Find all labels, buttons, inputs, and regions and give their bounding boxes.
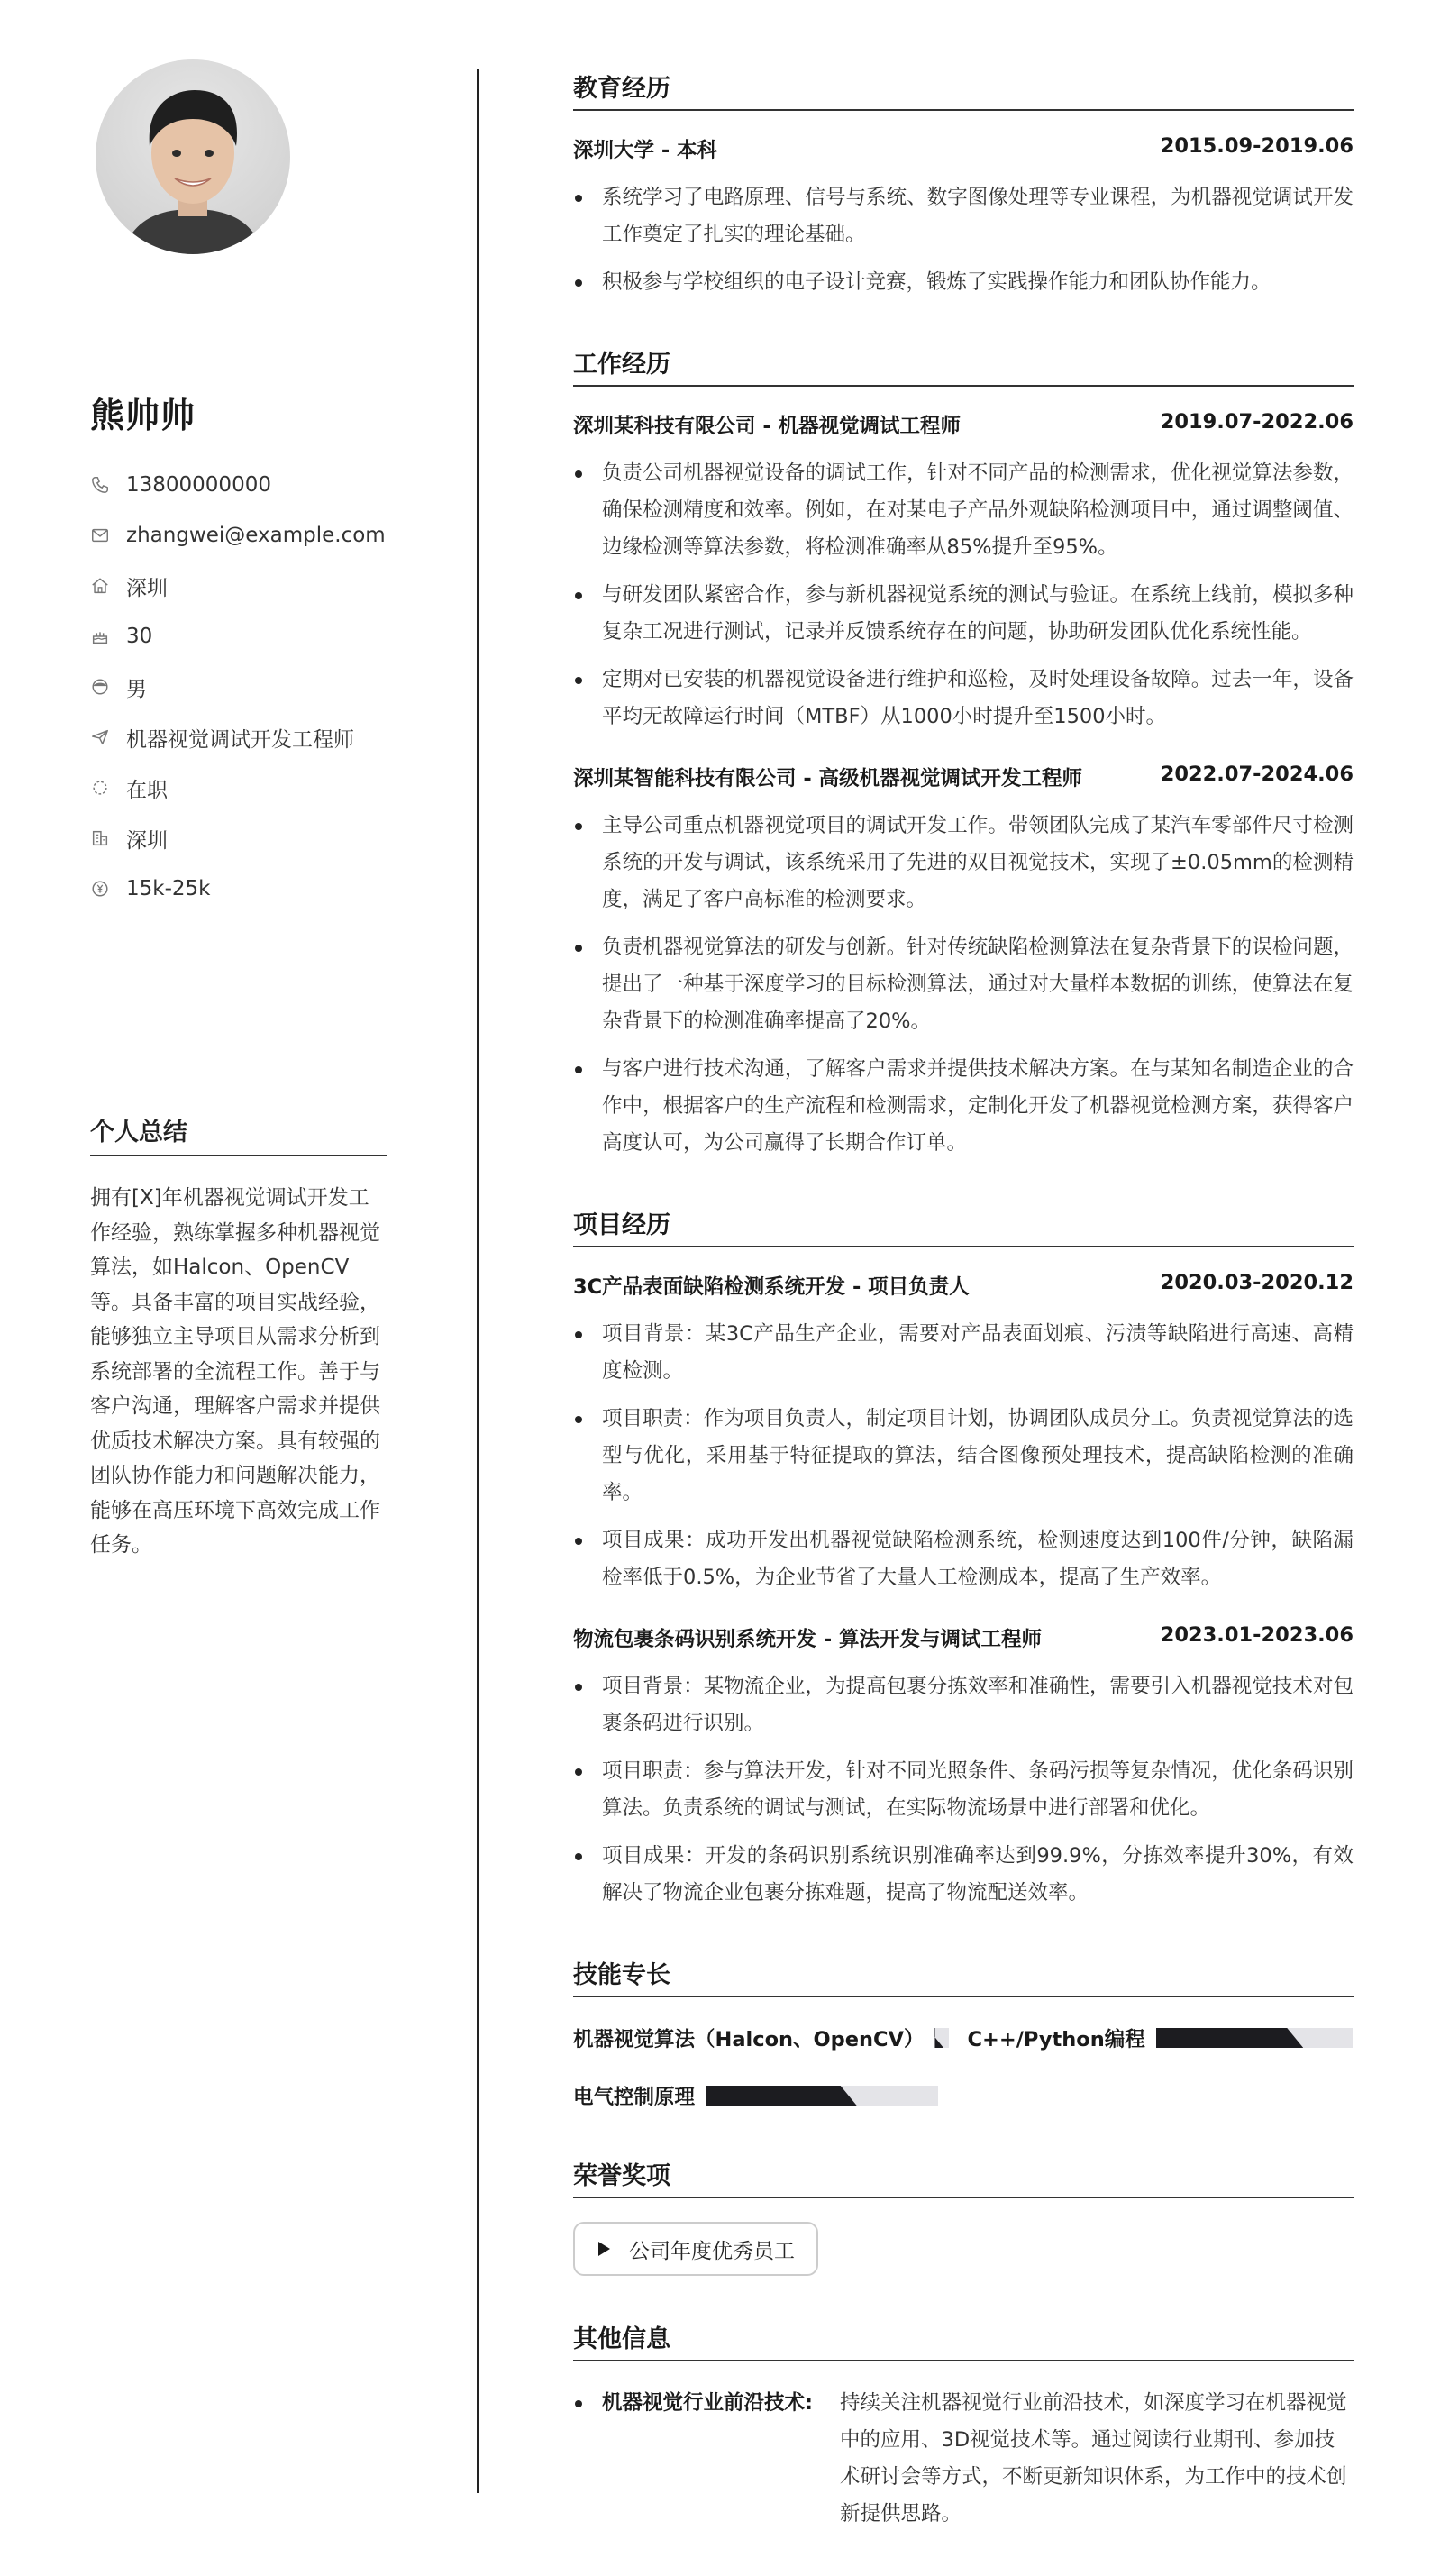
entry-date: 2015.09-2019.06 <box>1160 134 1354 158</box>
skills-title: 技能专长 <box>573 1955 1354 1997</box>
skill-item <box>573 2081 938 2110</box>
skill-bar-fill <box>934 2028 943 2048</box>
education-entry <box>573 134 1354 301</box>
other-label: 机器视觉行业前沿技术: <box>602 2391 813 2415</box>
entry-heading: 深圳某科技有限公司 - 机器视觉调试工程师 <box>573 415 962 438</box>
skill-item <box>967 2023 1352 2052</box>
project-entry <box>573 1271 1354 1596</box>
skill-label: C++/Python编程 <box>967 2028 1145 2051</box>
bullet-item: 项目成果：成功开发出机器视觉缺陷检测系统，检测速度达到100件/分钟，缺陷漏检率低于0.5%，为企业节省了大量人工检测成本，提高了生产效率。 <box>573 1522 1354 1596</box>
skill-label: 机器视觉算法（Halcon、OpenCV） <box>573 2028 925 2051</box>
bullet-item: 系统学习了电路原理、信号与系统、数字图像处理等专业课程，为机器视觉调试开发工作奠定了扎实的理论基础。 <box>573 179 1354 253</box>
contact-info-list <box>90 460 386 914</box>
projects-title: 项目经历 <box>573 1205 1354 1247</box>
entry-header <box>573 1623 1354 1652</box>
bullet-list <box>573 455 1354 735</box>
cake-icon <box>90 626 110 646</box>
info-home <box>90 561 386 611</box>
project-entry <box>573 1623 1354 1912</box>
info-text: 在职 <box>126 778 168 802</box>
entry-header <box>573 763 1354 791</box>
skill-bar-fill <box>706 2086 857 2106</box>
education-section <box>573 69 1354 301</box>
skill-row <box>573 2021 1354 2055</box>
bullet-item: 项目成果：开发的条码识别系统识别准确率达到99.9%，分拣效率提升30%，有效解决了物流企业包裹分拣难题，提高了物流配送效率。 <box>573 1838 1354 1912</box>
skill-row <box>573 2078 1354 2113</box>
info-text: 男 <box>126 677 147 701</box>
work-section <box>573 344 1354 1162</box>
bullet-item: 主导公司重点机器视觉项目的调试开发工作。带领团队完成了某汽车零部件尺寸检测系统的开发与调试，该系统采用了先进的双目视觉技术，实现了±0.05mm的检测精度，满足了客户高标准的检测要求。 <box>573 808 1354 918</box>
avatar-portrait-icon <box>96 59 290 254</box>
info-text: 30 <box>126 625 153 648</box>
work-title: 工作经历 <box>573 344 1354 387</box>
skills-section <box>573 1955 1354 2113</box>
skill-label: 电气控制原理 <box>573 2086 696 2109</box>
entry-heading: 深圳大学 - 本科 <box>573 139 718 162</box>
entry-heading: 深圳某智能科技有限公司 - 高级机器视觉调试开发工程师 <box>573 767 1083 790</box>
bullet-list <box>573 1668 1354 1912</box>
entry-header <box>573 134 1354 163</box>
education-title: 教育经历 <box>573 69 1354 111</box>
work-entry <box>573 410 1354 735</box>
bullet-list <box>573 808 1354 1162</box>
main-content <box>573 69 1354 2576</box>
info-status <box>90 763 386 813</box>
skill-bar <box>934 2028 949 2048</box>
gender-icon <box>90 677 110 697</box>
other-section <box>573 2319 1354 2533</box>
status-icon <box>90 778 110 798</box>
info-phone <box>90 460 386 510</box>
phone-icon <box>90 475 110 495</box>
bullet-item: 积极参与学校组织的电子设计竞赛，锻炼了实践操作能力和团队协作能力。 <box>573 264 1354 301</box>
profile-name: 熊帅帅 <box>90 396 196 435</box>
bullet-item: 负责公司机器视觉设备的调试工作，针对不同产品的检测需求，优化视觉算法参数，确保检测精度和效率。例如，在对某电子产品外观缺陷检测项目中，通过调整阈值、边缘检测等算法参数，将检测准确率从85%提升至95%。 <box>573 455 1354 566</box>
awards-section <box>573 2156 1354 2276</box>
info-text: 13800000000 <box>126 473 271 497</box>
info-text: zhangwei@example.com <box>126 524 386 547</box>
city-icon <box>90 828 110 848</box>
info-text: 深圳 <box>126 828 168 853</box>
entry-date: 2023.01-2023.06 <box>1160 1623 1354 1647</box>
projects-section <box>573 1205 1354 1912</box>
entry-heading: 3C产品表面缺陷检测系统开发 - 项目负责人 <box>573 1275 970 1299</box>
bullet-item: 定期对已安装的机器视觉设备进行维护和巡检，及时处理设备故障。过去一年，设备平均无故障运行时间（MTBF）从1000小时提升至1500小时。 <box>573 662 1354 735</box>
bullet-item: 项目背景：某物流企业，为提高包裹分拣效率和准确性，需要引入机器视觉技术对包裹条码进行识别。 <box>573 1668 1354 1742</box>
other-item <box>573 2385 1354 2533</box>
info-email <box>90 510 386 561</box>
skill-bar <box>1156 2028 1353 2048</box>
info-position <box>90 712 386 763</box>
entry-date: 2020.03-2020.12 <box>1160 1271 1354 1294</box>
entry-header <box>573 410 1354 439</box>
bullet-item: 项目职责：作为项目负责人，制定项目计划，协调团队成员分工。负责视觉算法的选型与优化，采用基于特征提取的算法，结合图像预处理技术，提高缺陷检测的准确率。 <box>573 1401 1354 1512</box>
awards-title: 荣誉奖项 <box>573 2156 1354 2198</box>
bullet-item: 项目背景：某3C产品生产企业，需要对产品表面划痕、污渍等缺陷进行高速、高精度检测。 <box>573 1316 1354 1390</box>
info-city <box>90 813 386 863</box>
bullet-list <box>573 179 1354 301</box>
entry-date: 2022.07-2024.06 <box>1160 763 1354 786</box>
bullet-list <box>573 1316 1354 1596</box>
entry-header <box>573 1271 1354 1300</box>
info-text: 深圳 <box>126 576 168 600</box>
column-divider <box>477 69 479 2493</box>
bullet-item: 项目职责：参与算法开发，针对不同光照条件、条码污损等复杂情况，优化条码识别算法。负责系统的调试与测试，在实际物流场景中进行部署和优化。 <box>573 1753 1354 1827</box>
send-icon <box>90 727 110 747</box>
info-gender <box>90 662 386 712</box>
summary-text: 拥有[X]年机器视觉调试开发工作经验，熟练掌握多种机器视觉算法，如Halcon、OpenCV等。具备丰富的项目实战经验，能够独立主导项目从需求分析到系统部署的全流程工作。善于与客户沟通，理解客户需求并提供优质技术解决方案。具有较强的团队协作能力和问题解决能力，能够在高压环境下高效完成工作任务。 <box>90 1186 380 1557</box>
info-text: 15k-25k <box>126 877 211 900</box>
avatar <box>96 59 290 254</box>
work-entry <box>573 763 1354 1162</box>
bullet-item: 与研发团队紧密合作，参与新机器视觉系统的测试与验证。在系统上线前，模拟多种复杂工况进行测试，记录并反馈系统存在的问题，协助研发团队优化系统性能。 <box>573 577 1354 651</box>
bullet-item: 负责机器视觉算法的研发与创新。针对传统缺陷检测算法在复杂背景下的误检问题，提出了一种基于深度学习的目标检测算法，通过对大量样本数据的训练，使算法在复杂背景下的检测准确率提高了20%。 <box>573 929 1354 1040</box>
entry-heading: 物流包裹条码识别系统开发 - 算法开发与调试工程师 <box>573 1628 1043 1651</box>
salary-icon <box>90 879 110 899</box>
info-age <box>90 611 386 662</box>
skill-bar-fill <box>1156 2028 1304 2048</box>
entry-date: 2019.07-2022.06 <box>1160 410 1354 434</box>
other-text: 持续关注机器视觉行业前沿技术，如深度学习在机器视觉中的应用、3D视觉技术等。通过阅读行业期刊、参加技术研讨会等方式，不断更新知识体系，为工作中的技术创新提供思路。 <box>840 2391 1347 2526</box>
info-text: 机器视觉调试开发工程师 <box>126 727 354 752</box>
info-salary <box>90 863 386 914</box>
skill-bar <box>706 2086 938 2106</box>
summary-title: 个人总结 <box>90 1112 387 1156</box>
skill-item <box>573 2023 949 2052</box>
bullet-item: 与客户进行技术沟通，了解客户需求并提供技术解决方案。在与某知名制造企业的合作中，根据客户的生产流程和检测需求，定制化开发了机器视觉检测方案，获得客户高度认可，为公司赢得了长期合作订单。 <box>573 1051 1354 1162</box>
other-title: 其他信息 <box>573 2319 1354 2361</box>
play-icon <box>597 2241 611 2257</box>
email-icon <box>90 525 110 545</box>
home-icon <box>90 576 110 596</box>
award-badge <box>573 2222 818 2276</box>
award-label: 公司年度优秀员工 <box>629 2239 795 2263</box>
